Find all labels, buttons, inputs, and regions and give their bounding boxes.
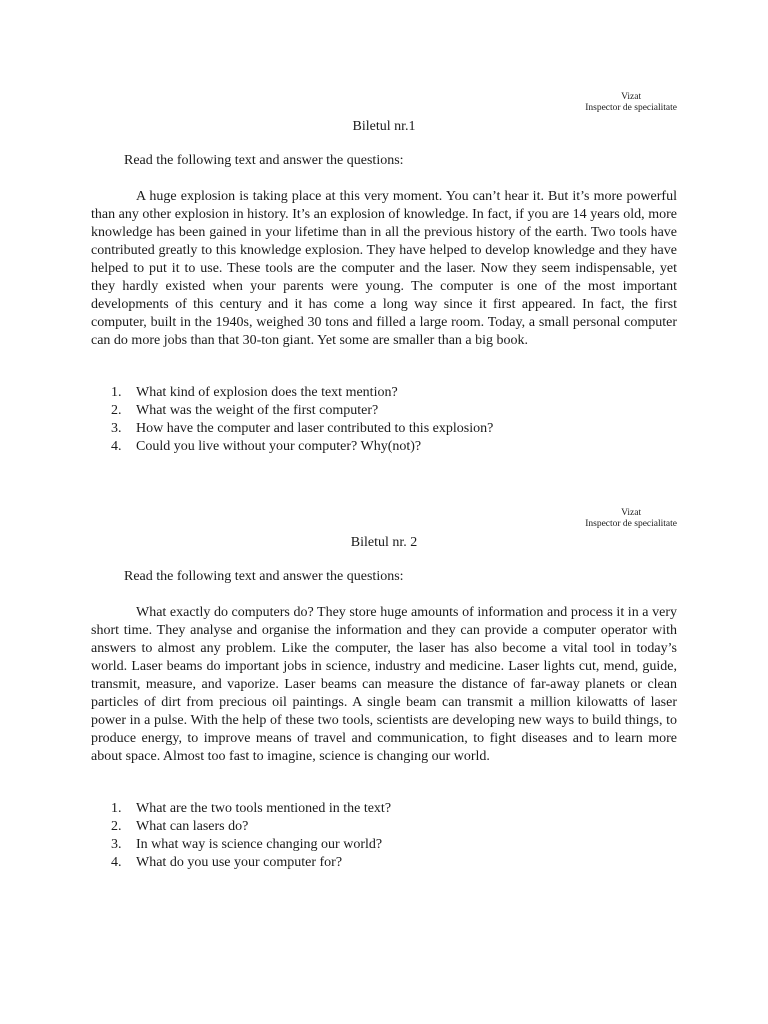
question-text: In what way is science changing our world? — [136, 837, 383, 852]
question-text: What are the two tools mentioned in the text? — [136, 801, 392, 816]
question-text: What was the weight of the first computer? — [136, 403, 379, 418]
reading-passage: A huge explosion is taking place at this very moment. You can’t hear it. But it’s more powerful than any other explosion in history. It’s an explosion of knowledge. In fact, if you are 14 years old, more knowledge has been gained in your lifetime than in all the previous history of the earth. Two tools have contributed greatly to this knowledge explosion. They have helped to develop knowledge and they have helped to put it to use. These tools are the computer and the laser. Now they seem indispensable, yet they hardly existed when your parents were young. The computer is one of the most important developments of this century and it has come a long way since it first appeared. In fact, the first computer, built in the 1940s, weighed 30 tons and filled a large room. Today, a small personal computer can do more jobs than that 30-ton giant. Yet some are smaller than a big book. — [91, 189, 677, 348]
ticket-title: Biletul nr. 2 — [350, 535, 418, 550]
question-item — [111, 800, 677, 818]
instruction-text: Read the following text and answer the questions: — [124, 153, 404, 168]
question-number: 2. — [111, 819, 122, 834]
question-number: 2. — [111, 403, 122, 418]
question-number: 4. — [111, 439, 122, 454]
question-list — [111, 384, 677, 456]
approval-label: Vizat — [621, 92, 642, 102]
question-number: 3. — [111, 837, 122, 852]
question-text: What do you use your computer for? — [136, 855, 343, 870]
question-item — [111, 854, 677, 872]
question-list — [111, 800, 677, 872]
question-item — [111, 438, 677, 456]
question-text: How have the computer and laser contributed to this explosion? — [136, 421, 494, 436]
question-number: 1. — [111, 385, 122, 400]
question-text: What can lasers do? — [136, 819, 249, 834]
question-item — [111, 384, 677, 402]
question-number: 4. — [111, 855, 122, 870]
approval-stamp — [585, 92, 677, 114]
approval-label: Vizat — [621, 508, 642, 518]
question-number: 1. — [111, 801, 122, 816]
approval-role: Inspector de specialitate — [585, 103, 677, 113]
reading-passage: What exactly do computers do? They store huge amounts of information and process it in a very short time. They analyse and organise the information and they can provide a computer operator with answers to almost any problem. Like the computer, the laser has also become a vital tool in today’s world. Laser beams do important jobs in science, industry and medicine. Laser lights cut, mend, guide, transmit, measure, and vaporize. Laser beams can measure the distance of far-away planets or clean particles of dirt from precious oil paintings. A single beam can transmit a million kilowatts of laser power in a pulse. With the help of these two tools, scientists are developing new ways to build things, to produce energy, to improve means of travel and communication, to fight diseases and to learn more about space. Almost too fast to imagine, science is changing our world. — [91, 605, 677, 764]
question-text: What kind of explosion does the text mention? — [136, 385, 398, 400]
approval-role: Inspector de specialitate — [585, 519, 677, 529]
question-item — [111, 420, 677, 438]
approval-stamp — [585, 508, 677, 530]
question-number: 3. — [111, 421, 122, 436]
question-item — [111, 836, 677, 854]
ticket-title: Biletul nr.1 — [352, 119, 416, 134]
question-item — [111, 402, 677, 420]
instruction-text: Read the following text and answer the questions: — [124, 569, 404, 584]
question-item — [111, 818, 677, 836]
question-text: Could you live without your computer? Why(not)? — [136, 439, 422, 454]
